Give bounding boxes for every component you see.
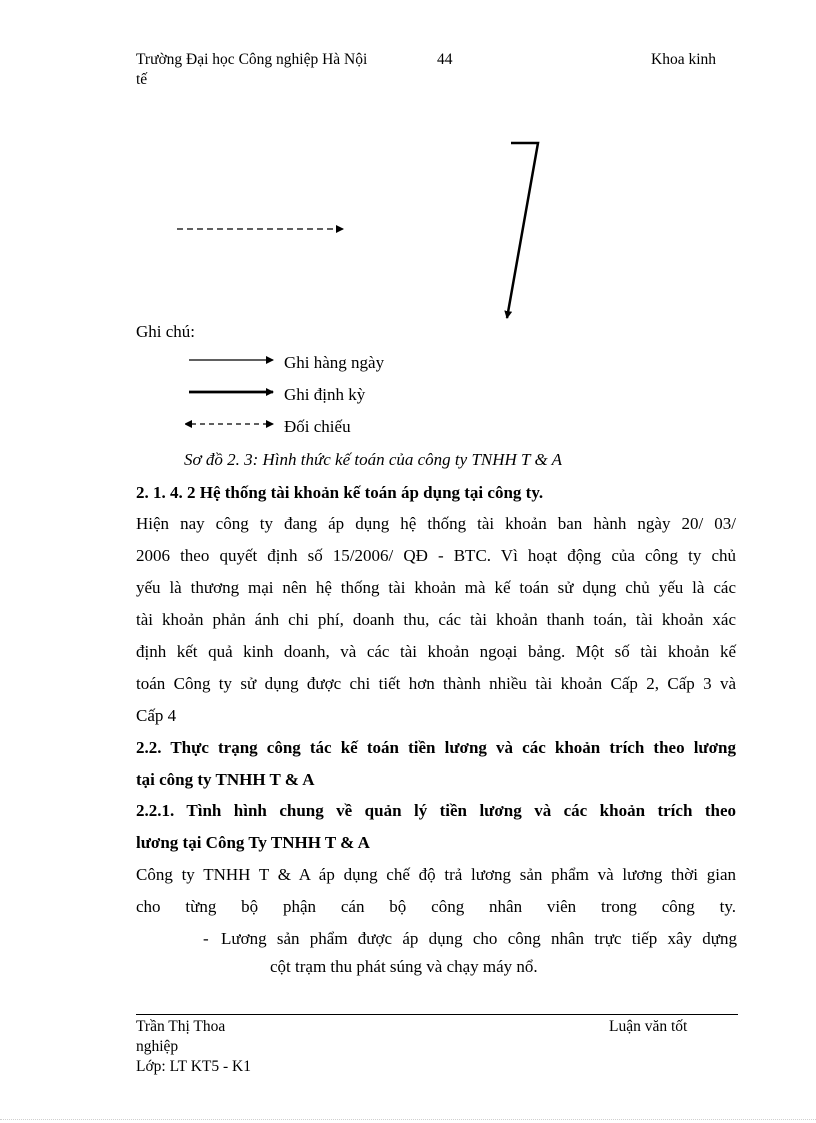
footer-thesis: Luận văn tốt bbox=[609, 1018, 688, 1035]
bullet-mark: - bbox=[203, 929, 209, 948]
header-faculty-continued: tế bbox=[136, 71, 148, 88]
footer-rule bbox=[136, 1014, 738, 1015]
paragraph-line: yếu là thương mại nên hệ thống tài khoản mà kế toán sử dụng chủ yếu là các bbox=[136, 578, 736, 597]
section-2-2-1-heading-continued: lương tại Công Ty TNHH T & A bbox=[136, 833, 370, 852]
periodic-bent-arrow bbox=[507, 143, 538, 318]
diagram-caption: Sơ đồ 2. 3: Hình thức kế toán của công ty TNHH T & A bbox=[184, 450, 562, 469]
legend-daily-label: Ghi hàng ngày bbox=[284, 353, 385, 372]
footer-class: Lớp: LT KT5 - K1 bbox=[136, 1058, 251, 1075]
paragraph-line: Cấp 4 bbox=[136, 706, 177, 725]
paragraph-line: định kết quả kinh doanh, và các tài khoản ngoại bảng. Một số tài khoản kế bbox=[136, 642, 736, 661]
header-school: Trường Đại học Công nghiệp Hà Nội bbox=[136, 51, 368, 68]
diagram-fragment bbox=[0, 0, 816, 340]
legend-arrows bbox=[185, 350, 280, 440]
paragraph-line: cho từng bộ phận cán bộ công nhân viên trong công ty. bbox=[136, 897, 736, 916]
header-faculty: Khoa kinh bbox=[651, 51, 717, 68]
section-2-2-1-heading: 2.2.1. Tình hình chung về quản lý tiền lương và các khoản trích theo bbox=[136, 801, 736, 820]
section-2-2-heading: 2.2. Thực trạng công tác kế toán tiền lương và các khoản trích theo lương bbox=[136, 738, 736, 757]
footer-thesis-continued: nghiệp bbox=[136, 1038, 179, 1055]
paragraph-line: tài khoản phản ánh chi phí, doanh thu, các tài khoản thanh toán, tài khoản xác bbox=[136, 610, 736, 629]
paragraph-line: toán Công ty sử dụng được chi tiết hơn thành nhiều tài khoản Cấp 2, Cấp 3 và bbox=[136, 674, 736, 693]
header-page-number: 44 bbox=[437, 51, 453, 68]
paragraph-line: 2006 theo quyết định số 15/2006/ QĐ - BTC. Vì hoạt động của công ty chủ bbox=[136, 546, 736, 565]
paragraph-line: Công ty TNHH T & A áp dụng chế độ trả lương sản phẩm và lương thời gian bbox=[136, 865, 736, 884]
legend-reconcile-label: Đối chiếu bbox=[284, 417, 351, 436]
legend-periodic-label: Ghi định kỳ bbox=[284, 385, 366, 404]
legend-title: Ghi chú: bbox=[136, 322, 196, 341]
section-2-1-4-2-heading: 2. 1. 4. 2 Hệ thống tài khoản kế toán áp dụng tại công ty. bbox=[136, 483, 544, 502]
page-break-line bbox=[0, 1119, 816, 1120]
bullet-text-continued: cột trạm thu phát súng và chạy máy nổ. bbox=[270, 957, 538, 976]
footer-author: Trần Thị Thoa bbox=[136, 1018, 226, 1035]
paragraph-line: Hiện nay công ty đang áp dụng hệ thống tài khoản ban hành ngày 20/ 03/ bbox=[136, 514, 736, 533]
section-2-2-heading-continued: tại công ty TNHH T & A bbox=[136, 770, 315, 789]
bullet-text: Lương sản phẩm được áp dụng cho công nhân trực tiếp xây dựng bbox=[221, 929, 737, 948]
